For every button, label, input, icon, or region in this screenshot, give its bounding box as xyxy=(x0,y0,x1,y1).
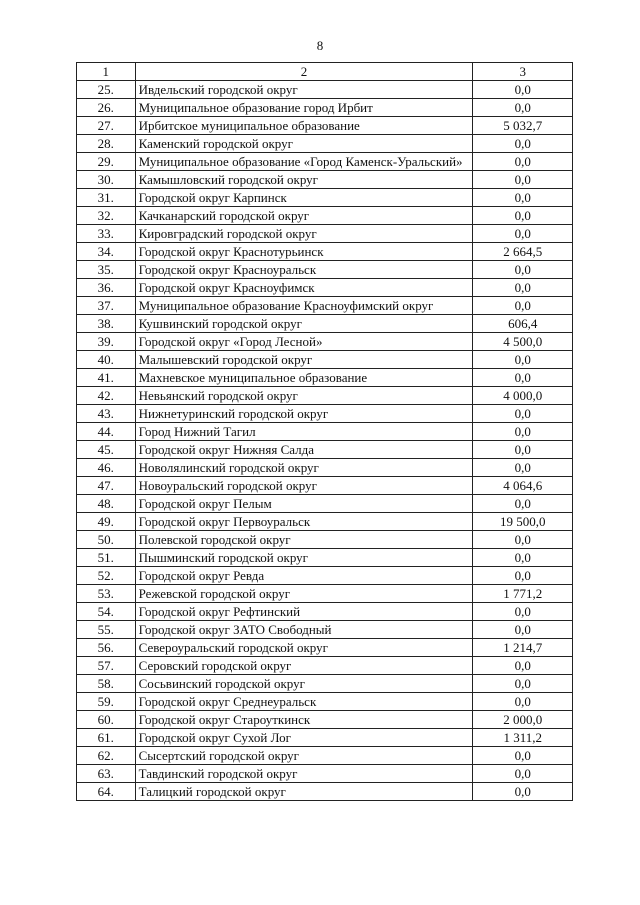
row-value: 4 064,6 xyxy=(473,477,573,495)
row-number: 46. xyxy=(77,459,136,477)
row-number: 58. xyxy=(77,675,136,693)
row-value: 0,0 xyxy=(473,135,573,153)
row-name: Городской округ «Город Лесной» xyxy=(135,333,473,351)
row-number: 45. xyxy=(77,441,136,459)
table-row xyxy=(77,261,573,279)
table-row xyxy=(77,243,573,261)
row-value: 0,0 xyxy=(473,459,573,477)
table-row xyxy=(77,171,573,189)
row-number: 53. xyxy=(77,585,136,603)
header-col-3: 3 xyxy=(473,63,573,81)
row-value: 0,0 xyxy=(473,441,573,459)
row-number: 32. xyxy=(77,207,136,225)
row-number: 41. xyxy=(77,369,136,387)
row-number: 36. xyxy=(77,279,136,297)
table-row xyxy=(77,585,573,603)
table-row xyxy=(77,189,573,207)
table-row xyxy=(77,639,573,657)
row-number: 44. xyxy=(77,423,136,441)
row-name: Кушвинский городской округ xyxy=(135,315,473,333)
table-row xyxy=(77,351,573,369)
row-name: Новоуральский городской округ xyxy=(135,477,473,495)
table-row xyxy=(77,513,573,531)
row-value: 0,0 xyxy=(473,747,573,765)
row-name: Невьянский городской округ xyxy=(135,387,473,405)
row-value: 0,0 xyxy=(473,567,573,585)
table-row xyxy=(77,117,573,135)
row-name: Муниципальное образование Красноуфимский округ xyxy=(135,297,473,315)
row-value: 1 311,2 xyxy=(473,729,573,747)
row-number: 64. xyxy=(77,783,136,801)
table-row xyxy=(77,729,573,747)
row-name: Городской округ Нижняя Салда xyxy=(135,441,473,459)
row-value: 0,0 xyxy=(473,99,573,117)
table-row xyxy=(77,405,573,423)
row-value: 1 214,7 xyxy=(473,639,573,657)
row-name: Режевской городской округ xyxy=(135,585,473,603)
row-name: Кировградский городской округ xyxy=(135,225,473,243)
row-value: 5 032,7 xyxy=(473,117,573,135)
row-value: 0,0 xyxy=(473,207,573,225)
row-name: Нижнетуринский городской округ xyxy=(135,405,473,423)
table-row xyxy=(77,387,573,405)
header-col-2: 2 xyxy=(135,63,473,81)
row-value: 4 500,0 xyxy=(473,333,573,351)
row-number: 31. xyxy=(77,189,136,207)
row-number: 60. xyxy=(77,711,136,729)
table-row xyxy=(77,747,573,765)
row-value: 0,0 xyxy=(473,765,573,783)
header-col-1: 1 xyxy=(77,63,136,81)
row-name: Ивдельский городской округ xyxy=(135,81,473,99)
row-number: 25. xyxy=(77,81,136,99)
row-name: Городской округ Рефтинский xyxy=(135,603,473,621)
table-row xyxy=(77,225,573,243)
row-value: 0,0 xyxy=(473,225,573,243)
row-name: Городской округ Краснотурьинск xyxy=(135,243,473,261)
row-value: 2 000,0 xyxy=(473,711,573,729)
row-number: 48. xyxy=(77,495,136,513)
page-number: 8 xyxy=(316,38,324,53)
row-name: Ирбитское муниципальное образование xyxy=(135,117,473,135)
row-number: 49. xyxy=(77,513,136,531)
row-value: 0,0 xyxy=(473,423,573,441)
table-body xyxy=(77,63,573,801)
table-row xyxy=(77,81,573,99)
row-value: 0,0 xyxy=(473,783,573,801)
table-row xyxy=(77,693,573,711)
table-row xyxy=(77,315,573,333)
row-name: Городской округ Ревда xyxy=(135,567,473,585)
row-name: Махневское муниципальное образование xyxy=(135,369,473,387)
row-number: 62. xyxy=(77,747,136,765)
row-name: Новолялинский городской округ xyxy=(135,459,473,477)
row-value: 0,0 xyxy=(473,369,573,387)
row-number: 40. xyxy=(77,351,136,369)
table-row xyxy=(77,423,573,441)
row-value: 0,0 xyxy=(473,657,573,675)
row-value: 0,0 xyxy=(473,603,573,621)
row-value: 0,0 xyxy=(473,495,573,513)
row-number: 43. xyxy=(77,405,136,423)
row-name: Каменский городской округ xyxy=(135,135,473,153)
row-number: 59. xyxy=(77,693,136,711)
row-number: 52. xyxy=(77,567,136,585)
row-number: 57. xyxy=(77,657,136,675)
table-row xyxy=(77,333,573,351)
row-value: 0,0 xyxy=(473,171,573,189)
table-row xyxy=(77,765,573,783)
row-number: 42. xyxy=(77,387,136,405)
row-name: Сосьвинский городской округ xyxy=(135,675,473,693)
table-row xyxy=(77,711,573,729)
row-value: 0,0 xyxy=(473,549,573,567)
table-row xyxy=(77,279,573,297)
row-value: 0,0 xyxy=(473,693,573,711)
row-name: Городской округ Староуткинск xyxy=(135,711,473,729)
row-number: 61. xyxy=(77,729,136,747)
row-number: 33. xyxy=(77,225,136,243)
row-value: 0,0 xyxy=(473,279,573,297)
row-number: 26. xyxy=(77,99,136,117)
table-row xyxy=(77,495,573,513)
row-name: Городской округ ЗАТО Свободный xyxy=(135,621,473,639)
row-value: 0,0 xyxy=(473,531,573,549)
table-row xyxy=(77,441,573,459)
row-value: 0,0 xyxy=(473,261,573,279)
table-row xyxy=(77,459,573,477)
row-name: Североуральский городской округ xyxy=(135,639,473,657)
row-name: Городской округ Красноуфимск xyxy=(135,279,473,297)
table-row xyxy=(77,99,573,117)
row-number: 55. xyxy=(77,621,136,639)
row-value: 0,0 xyxy=(473,405,573,423)
table-row xyxy=(77,369,573,387)
row-value: 0,0 xyxy=(473,297,573,315)
row-value: 2 664,5 xyxy=(473,243,573,261)
row-name: Тавдинский городской округ xyxy=(135,765,473,783)
table-row xyxy=(77,675,573,693)
row-number: 47. xyxy=(77,477,136,495)
row-name: Камышловский городской округ xyxy=(135,171,473,189)
table-row xyxy=(77,621,573,639)
row-value: 0,0 xyxy=(473,189,573,207)
row-number: 34. xyxy=(77,243,136,261)
row-number: 35. xyxy=(77,261,136,279)
table-row xyxy=(77,477,573,495)
table-row xyxy=(77,297,573,315)
row-value: 1 771,2 xyxy=(473,585,573,603)
row-value: 4 000,0 xyxy=(473,387,573,405)
row-value: 0,0 xyxy=(473,351,573,369)
table-row xyxy=(77,657,573,675)
row-value: 19 500,0 xyxy=(473,513,573,531)
row-number: 56. xyxy=(77,639,136,657)
row-number: 38. xyxy=(77,315,136,333)
table-row xyxy=(77,567,573,585)
row-number: 63. xyxy=(77,765,136,783)
row-name: Серовский городской округ xyxy=(135,657,473,675)
table-row xyxy=(77,603,573,621)
row-name: Городской округ Среднеуральск xyxy=(135,693,473,711)
row-name: Городской округ Красноуральск xyxy=(135,261,473,279)
row-name: Городской округ Карпинск xyxy=(135,189,473,207)
table-row xyxy=(77,783,573,801)
row-name: Муниципальное образование город Ирбит xyxy=(135,99,473,117)
row-name: Городской округ Первоуральск xyxy=(135,513,473,531)
table-row xyxy=(77,531,573,549)
table-row xyxy=(77,135,573,153)
row-name: Пышминский городской округ xyxy=(135,549,473,567)
row-name: Малышевский городской округ xyxy=(135,351,473,369)
row-number: 39. xyxy=(77,333,136,351)
row-value: 0,0 xyxy=(473,675,573,693)
row-number: 50. xyxy=(77,531,136,549)
table-row xyxy=(77,207,573,225)
table-header-row xyxy=(77,63,573,81)
row-value: 0,0 xyxy=(473,81,573,99)
row-number: 29. xyxy=(77,153,136,171)
row-name: Муниципальное образование «Город Каменск-Уральский» xyxy=(135,153,473,171)
row-number: 30. xyxy=(77,171,136,189)
row-name: Городской округ Сухой Лог xyxy=(135,729,473,747)
row-number: 28. xyxy=(77,135,136,153)
row-number: 27. xyxy=(77,117,136,135)
row-name: Сысертский городской округ xyxy=(135,747,473,765)
row-name: Городской округ Пелым xyxy=(135,495,473,513)
table-row xyxy=(77,153,573,171)
row-value: 0,0 xyxy=(473,621,573,639)
data-table xyxy=(76,62,573,801)
row-name: Качканарский городской округ xyxy=(135,207,473,225)
row-name: Город Нижний Тагил xyxy=(135,423,473,441)
row-name: Полевской городской округ xyxy=(135,531,473,549)
table-row xyxy=(77,549,573,567)
row-value: 606,4 xyxy=(473,315,573,333)
row-number: 54. xyxy=(77,603,136,621)
row-name: Талицкий городской округ xyxy=(135,783,473,801)
row-value: 0,0 xyxy=(473,153,573,171)
row-number: 37. xyxy=(77,297,136,315)
row-number: 51. xyxy=(77,549,136,567)
